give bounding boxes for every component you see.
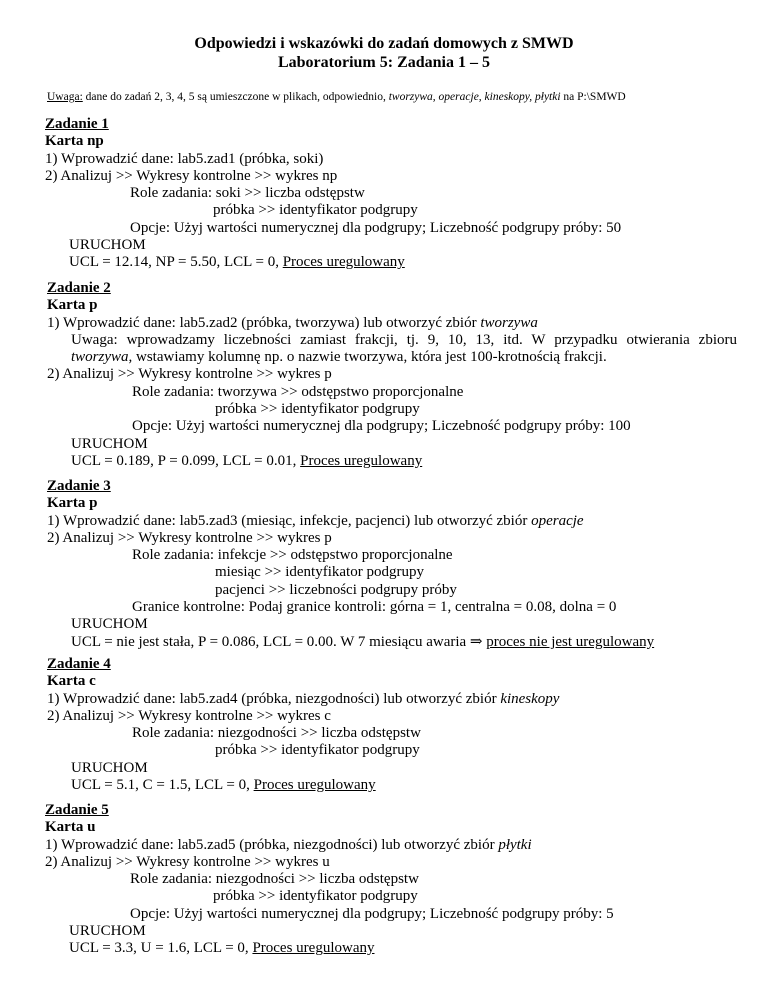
result bbox=[45, 940, 735, 957]
result bbox=[45, 254, 735, 271]
verdict: Proces uregulowany bbox=[300, 452, 423, 469]
step-1-file: płytki bbox=[498, 836, 532, 853]
step-1-text: 1) Wprowadzić dane: lab5.zad2 (próbka, tworzywa) lub otworzyć zbiór bbox=[47, 314, 481, 331]
step-1 bbox=[47, 691, 737, 708]
task-roles-2: próbka >> identyfikator podgrupy bbox=[213, 888, 418, 905]
step-1 bbox=[45, 837, 735, 854]
run-label: URUCHOM bbox=[69, 923, 146, 940]
step-1 bbox=[47, 315, 737, 332]
task-roles: Role zadania: niezgodności >> liczba odstępstw bbox=[132, 725, 421, 742]
step-1-file: kineskopy bbox=[500, 690, 560, 707]
task-roles-3: pacjenci >> liczebności podgrupy próby bbox=[215, 581, 457, 598]
result-values: UCL = 5.1, C = 1.5, LCL = 0, bbox=[71, 777, 254, 794]
task-roles-2: próbka >> identyfikator podgrupy bbox=[213, 202, 418, 219]
note-label: Uwaga: bbox=[47, 91, 83, 103]
verdict: proces nie jest uregulowany bbox=[486, 633, 655, 650]
step-1 bbox=[47, 513, 737, 530]
run-label: URUCHOM bbox=[71, 435, 148, 452]
note-line-1: Uwaga: wprowadzamy liczebności zamiast frakcji, tj. 9, 10, 13, itd. W przypadku otwierania zbioru bbox=[71, 331, 737, 348]
note-line-2 bbox=[47, 349, 737, 366]
task-4 bbox=[47, 656, 737, 794]
chart-type: Karta np bbox=[45, 133, 104, 150]
verdict: Proces uregulowany bbox=[282, 254, 405, 271]
step-2: 2) Analizuj >> Wykresy kontrolne >> wykres p bbox=[47, 529, 332, 546]
chart-type: Karta p bbox=[47, 495, 98, 512]
task-heading: Zadanie 4 bbox=[47, 656, 111, 672]
step-2: 2) Analizuj >> Wykresy kontrolne >> wykres p bbox=[47, 366, 332, 383]
task-5 bbox=[45, 802, 735, 958]
document-title bbox=[0, 34, 768, 72]
task-heading: Zadanie 3 bbox=[47, 478, 111, 494]
task-roles: Role zadania: tworzywa >> odstępstwo proporcjonalne bbox=[132, 383, 464, 400]
options: Opcje: Użyj wartości numerycznej dla podgrupy; Liczebność podgrupy próby: 50 bbox=[130, 219, 622, 236]
options: Opcje: Użyj wartości numerycznej dla podgrupy; Liczebność podgrupy próby: 5 bbox=[130, 905, 614, 922]
verdict: Proces uregulowany bbox=[253, 777, 376, 794]
chart-type: Karta p bbox=[47, 297, 98, 314]
result bbox=[47, 777, 737, 794]
note-path: na P:\SMWD bbox=[560, 91, 626, 103]
options: Opcje: Użyj wartości numerycznej dla podgrupy; Liczebność podgrupy próby: 100 bbox=[132, 418, 631, 435]
task-roles-2: próbka >> identyfikator podgrupy bbox=[215, 742, 420, 759]
title-line-2: Laboratorium 5: Zadania 1 – 5 bbox=[277, 54, 490, 71]
run-label: URUCHOM bbox=[71, 759, 148, 776]
task-heading: Zadanie 2 bbox=[47, 280, 111, 296]
task-1 bbox=[45, 116, 735, 272]
note-text: dane do zadań 2, 3, 4, 5 są umieszczone w plikach, odpowiednio, bbox=[82, 91, 389, 103]
step-1-file: tworzywa bbox=[480, 314, 538, 331]
task-roles: Role zadania: niezgodności >> liczba odstępstw bbox=[130, 871, 419, 888]
task-roles-2: miesiąc >> identyfikator podgrupy bbox=[215, 564, 424, 581]
verdict: Proces uregulowany bbox=[252, 940, 375, 957]
step-1-text: 1) Wprowadzić dane: lab5.zad5 (próbka, niezgodności) lub otworzyć zbiór bbox=[45, 836, 499, 853]
title-line-1: Odpowiedzi i wskazówki do zadań domowych z SMWD bbox=[194, 35, 574, 52]
step-2: 2) Analizuj >> Wykresy kontrolne >> wykres np bbox=[45, 167, 338, 184]
step-2: 2) Analizuj >> Wykresy kontrolne >> wykres u bbox=[45, 853, 330, 870]
result-values: UCL = 3.3, U = 1.6, LCL = 0, bbox=[69, 940, 253, 957]
step-1-text: 1) Wprowadzić dane: lab5.zad4 (próbka, niezgodności) lub otworzyć zbiór bbox=[47, 690, 501, 707]
chart-type: Karta u bbox=[45, 819, 96, 836]
task-2 bbox=[47, 280, 737, 470]
step-1: 1) Wprowadzić dane: lab5.zad1 (próbka, soki) bbox=[45, 150, 324, 167]
note-rest: wstawiamy kolumnę np. o nazwie tworzywa, która jest 100-krotnością frakcji. bbox=[132, 349, 607, 366]
chart-type: Karta c bbox=[47, 673, 96, 690]
task-heading: Zadanie 1 bbox=[45, 116, 109, 132]
result-values: UCL = nie jest stała, P = 0.086, LCL = 0.00. W 7 miesiącu awaria ⇒ bbox=[71, 633, 487, 650]
result bbox=[47, 634, 737, 651]
run-label: URUCHOM bbox=[69, 237, 146, 254]
step-2: 2) Analizuj >> Wykresy kontrolne >> wykres c bbox=[47, 707, 331, 724]
task-roles: Role zadania: soki >> liczba odstępstw bbox=[130, 185, 365, 202]
task-roles-2: próbka >> identyfikator podgrupy bbox=[215, 401, 420, 418]
note-files: tworzywa, operacje, kineskopy, płytki bbox=[388, 91, 561, 103]
result-values: UCL = 12.14, NP = 5.50, LCL = 0, bbox=[69, 254, 283, 271]
task-3 bbox=[47, 478, 737, 651]
step-1-text: 1) Wprowadzić dane: lab5.zad3 (miesiąc, infekcje, pacjenci) lub otworzyć zbiór bbox=[47, 512, 532, 529]
result-values: UCL = 0.189, P = 0.099, LCL = 0.01, bbox=[71, 452, 301, 469]
step-1-file: operacje bbox=[531, 512, 584, 529]
control-limits: Granice kontrolne: Podaj granice kontroli: górna = 1, centralna = 0.08, dolna = 0 bbox=[132, 599, 617, 616]
task-heading: Zadanie 5 bbox=[45, 802, 109, 818]
result bbox=[47, 453, 737, 470]
task-roles: Role zadania: infekcje >> odstępstwo proporcjonalne bbox=[132, 547, 453, 564]
run-label: URUCHOM bbox=[71, 616, 148, 633]
note-file: tworzywa, bbox=[71, 349, 133, 366]
data-files-note bbox=[47, 90, 626, 104]
